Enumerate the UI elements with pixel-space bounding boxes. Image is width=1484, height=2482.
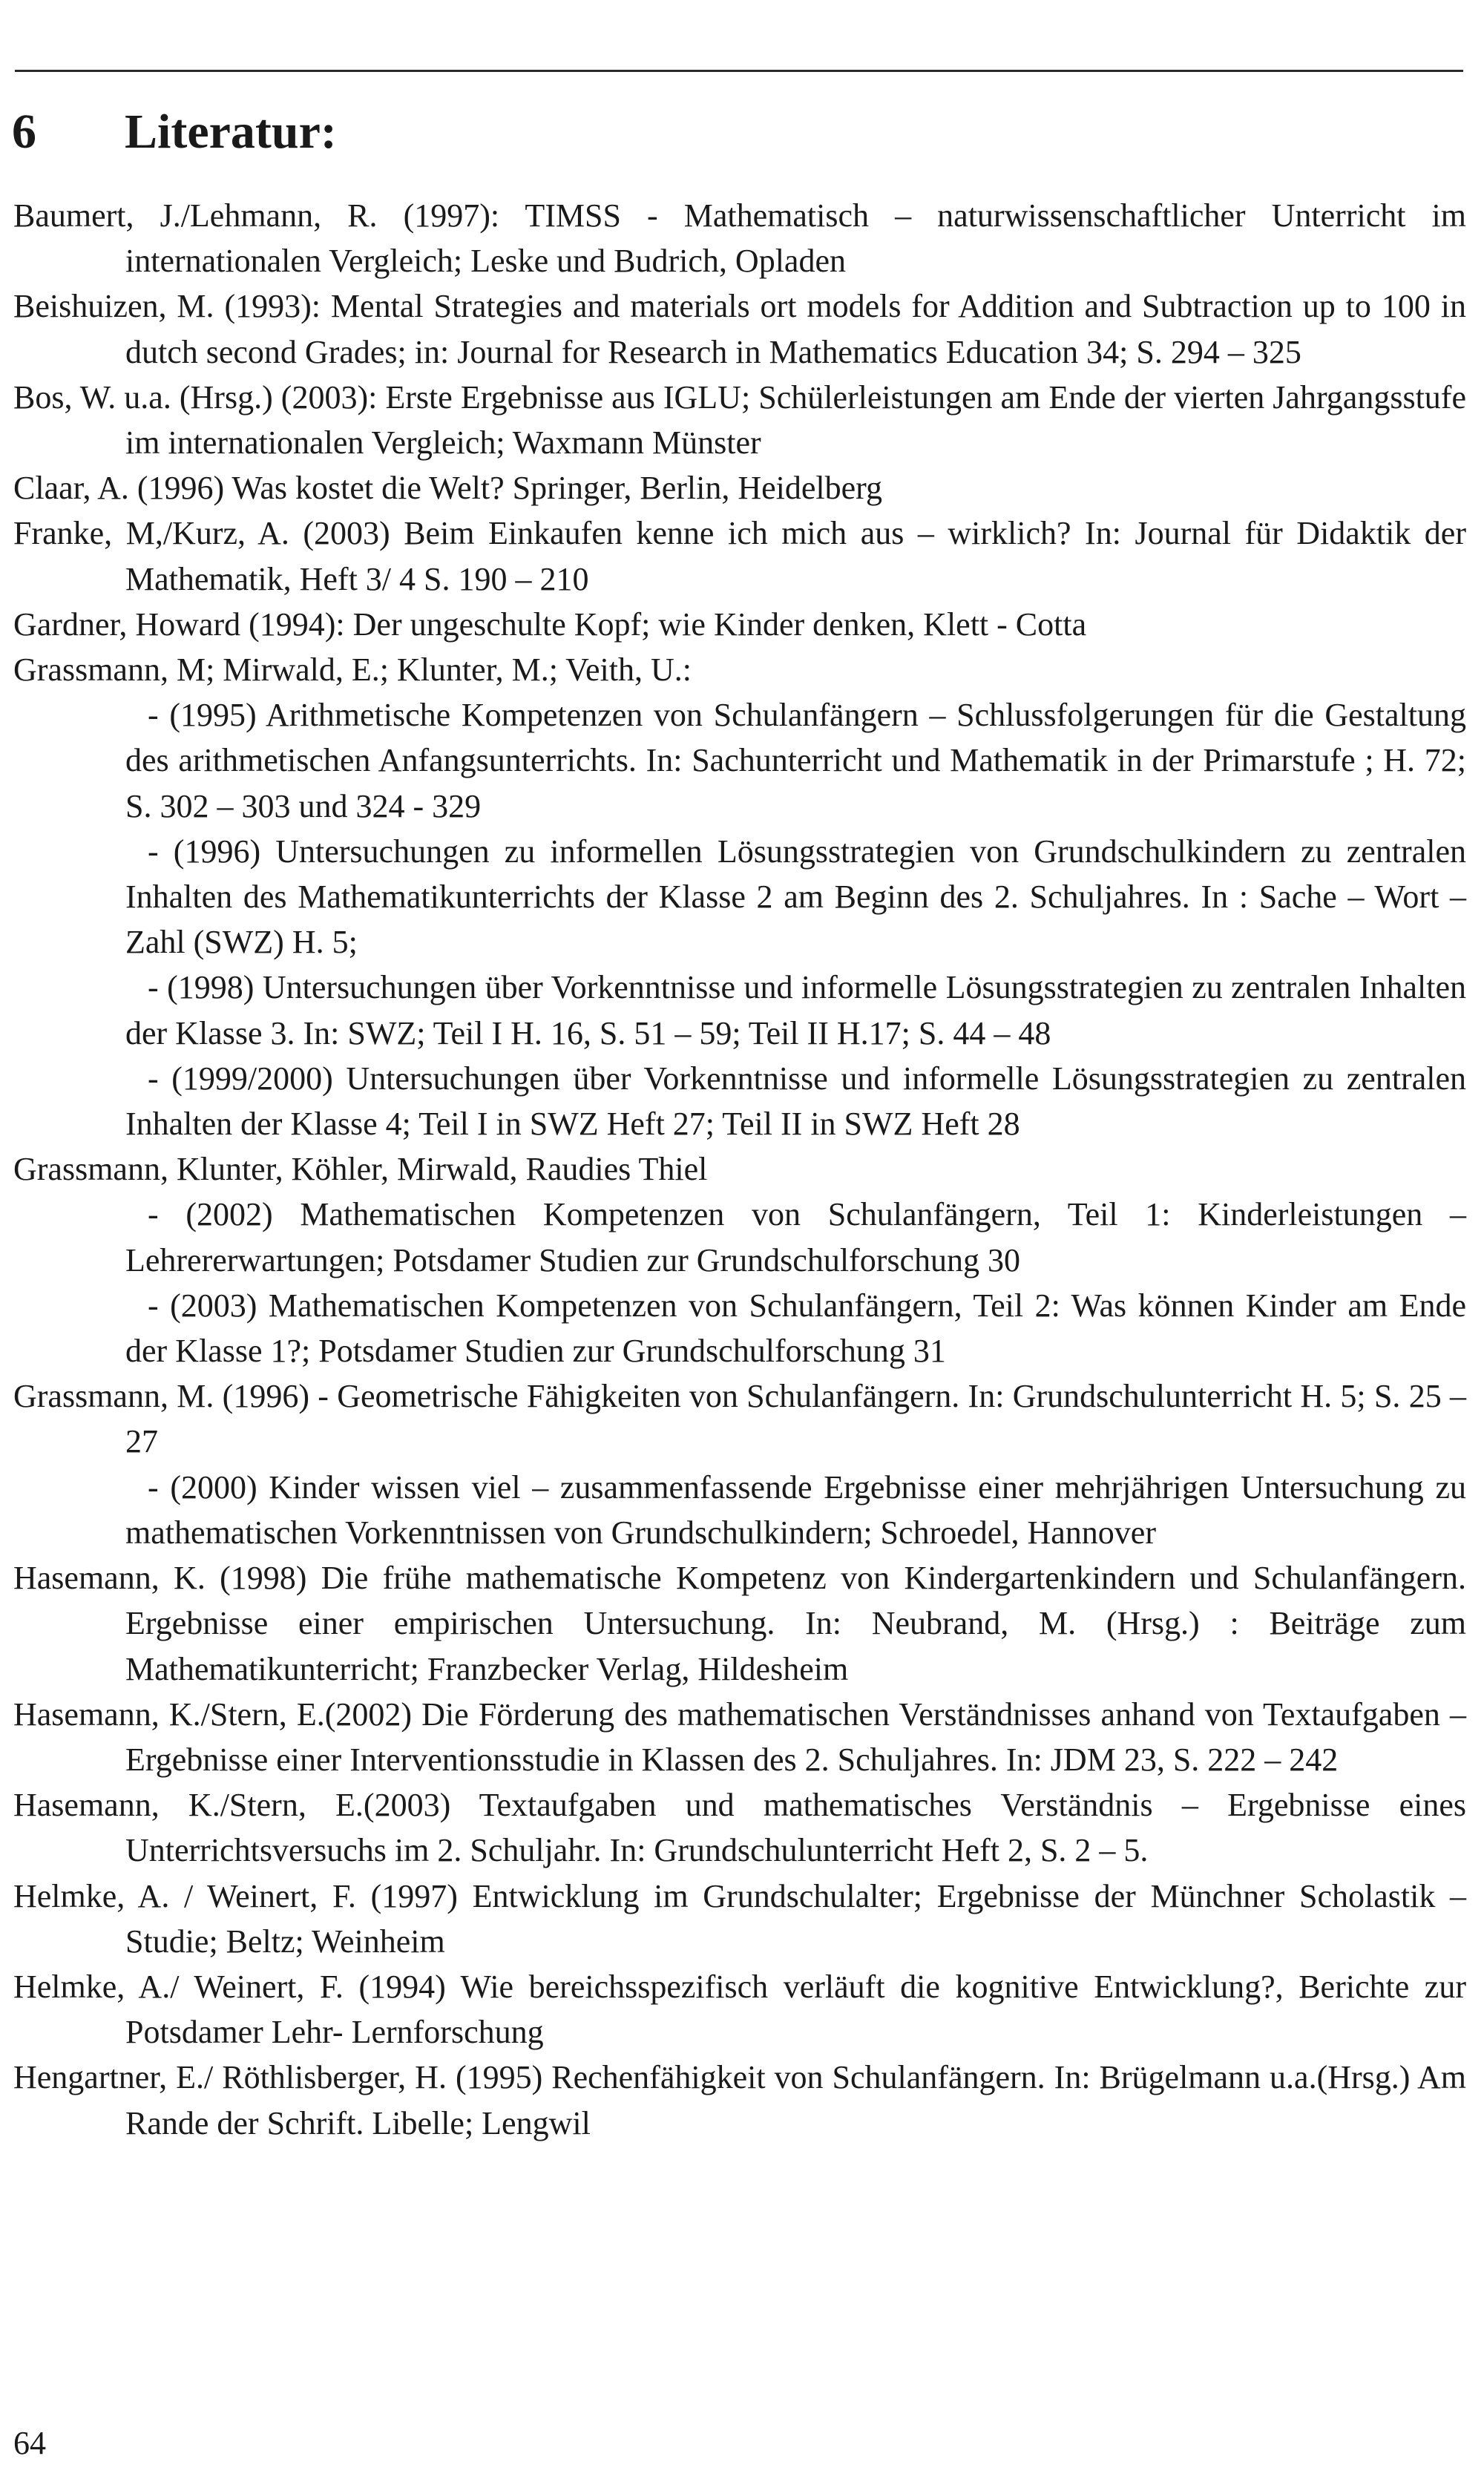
header-rule — [15, 70, 1463, 72]
bibliography-entry: Helmke, A./ Weinert, F. (1994) Wie bereichsspezifisch verläuft die kognitive Entwicklung?, Berichte zur Potsdamer Lehr- Lernforschung — [13, 1968, 1466, 2051]
bibliography-sub-entry — [13, 1465, 1466, 1555]
bibliography-entry: Gardner, Howard (1994): Der ungeschulte Kopf; wie Kinder denken, Klett - Cotta — [13, 605, 1087, 643]
section-number: 6 — [12, 105, 36, 159]
bibliography-entry: Bos, W. u.a. (Hrsg.) (2003): Erste Ergebnisse aus IGLU; Schülerleistungen am Ende der vierten Jahrgangsstufe im internationalen Vergleich; Waxmann Münster — [13, 378, 1466, 462]
bibliography-sub-entry — [13, 965, 1466, 1055]
bibliography-entry: Beishuizen, M. (1993): Mental Strategies and materials ort models for Addition and Subtraction up to 100 in dutch second Grades; in: Journal for Research in Mathematics Education 34; S. 294 – 325 — [13, 288, 1466, 370]
bibliography-entry: Hengartner, E./ Röthlisberger, H. (1995) Rechenfähigkeit von Schulanfängern. In: Brügelmann u.a.(Hrsg.) Am Rande der Schrift. Libelle; Lengwil — [13, 2059, 1466, 2141]
sub-entry-text: - (1999/2000) Untersuchungen über Vorkenntnisse und informelle Lösungsstrategien zu zentralen Inhalten der Klasse 4; Teil I in SWZ Heft 27; Teil II in SWZ Heft 28 — [125, 1060, 1466, 1143]
bibliography-entry: Claar, A. (1996) Was kostet die Welt? Springer, Berlin, Heidelberg — [13, 470, 883, 507]
bibliography-sub-entry — [13, 692, 1466, 829]
bibliography-entry: Hasemann, K./Stern, E.(2003) Textaufgaben und mathematisches Verständnis – Ergebnisse eines Unterrichtsversuchs im 2. Schuljahr. In: Grundschulunterricht Heft 2, S. 2 – 5. — [13, 1787, 1466, 1869]
bibliography-sub-entry — [13, 1283, 1466, 1373]
bibliography-entry: Helmke, A. / Weinert, F. (1997) Entwicklung im Grundschulalter; Ergebnisse der Münchner Scholastik – Studie; Beltz; Weinheim — [13, 1877, 1466, 1960]
bibliography-author-group: Grassmann, M; Mirwald, E.; Klunter, M.; Veith, U.: — [13, 651, 692, 689]
sub-entry-text: - (2003) Mathematischen Kompetenzen von Schulanfängern, Teil 2: Was können Kinder am Ende der Klasse 1?; Potsdamer Studien zur Grundschulforschung 31 — [125, 1287, 1466, 1370]
sub-entry-text: - (1996) Untersuchungen zu informellen Lösungsstrategien von Grundschulkindern zu zentralen Inhalten des Mathematikunterrichts der Klasse 2 am Beginn des 2. Schuljahres. In : Sache – Wort – Zahl (SWZ) H. 5; — [125, 833, 1466, 961]
bibliography-sub-entry — [13, 1192, 1466, 1282]
bibliography-entry: Franke, M,/Kurz, A. (2003) Beim Einkaufen kenne ich mich aus – wirklich? In: Journal für Didaktik der Mathematik, Heft 3/ 4 S. 190 – 210 — [13, 515, 1466, 597]
bibliography-entry: Baumert, J./Lehmann, R. (1997): TIMSS - Mathematisch – naturwissenschaftlicher Unterricht im internationalen Vergleich; Leske und Budrich, Opladen — [13, 197, 1466, 280]
section-heading — [12, 102, 337, 162]
section-title: Literatur: — [125, 105, 337, 159]
bibliography-sub-entry — [13, 829, 1466, 965]
sub-entry-text: - (1998) Untersuchungen über Vorkenntnisse und informelle Lösungsstrategien zu zentralen Inhalten der Klasse 3. In: SWZ; Teil I H. 16, S. 51 – 59; Teil II H.17; S. 44 – 48 — [125, 969, 1466, 1051]
sub-entry-text: - (2002) Mathematischen Kompetenzen von Schulanfängern, Teil 1: Kinderleistungen – Lehrererwartungen; Potsdamer Studien zur Grundschulforschung 30 — [125, 1196, 1466, 1278]
bibliography-author-group: Grassmann, Klunter, Köhler, Mirwald, Raudies Thiel — [13, 1151, 708, 1188]
bibliography-list — [13, 193, 1466, 2146]
bibliography-entry: Hasemann, K./Stern, E.(2002) Die Förderung des mathematischen Verständnisses anhand von Textaufgaben – Ergebnisse einer Interventionsstudie in Klassen des 2. Schuljahres. In: JDM 23, S. 222 – 242 — [13, 1695, 1466, 1778]
bibliography-sub-entry — [13, 1056, 1466, 1146]
page-number: 64 — [13, 2425, 46, 2461]
bibliography-entry: Hasemann, K. (1998) Die frühe mathematische Kompetenz von Kindergartenkindern und Schulanfängern. Ergebnisse einer empirischen Untersuchung. In: Neubrand, M. (Hrsg.) : Beiträge zum Mathematikunterricht; Franzbecker Verlag, Hildesheim — [13, 1560, 1466, 1687]
sub-entry-text: - (1995) Arithmetische Kompetenzen von Schulanfängern – Schlussfolgerungen für die Gestaltung des arithmetischen Anfangsunterrichts. In: Sachunterricht und Mathematik in der Primarstufe ; H. 72; S. 302 – 303 und 324 - 329 — [125, 697, 1466, 824]
sub-entry-text: - (2000) Kinder wissen viel – zusammenfassende Ergebnisse einer mehrjährigen Untersuchung zu mathematischen Vorkenntnissen von Grundschulkindern; Schroedel, Hannover — [125, 1468, 1466, 1551]
bibliography-entry: Grassmann, M. (1996) - Geometrische Fähigkeiten von Schulanfängern. In: Grundschulunterricht H. 5; S. 25 – 27 — [13, 1378, 1466, 1460]
